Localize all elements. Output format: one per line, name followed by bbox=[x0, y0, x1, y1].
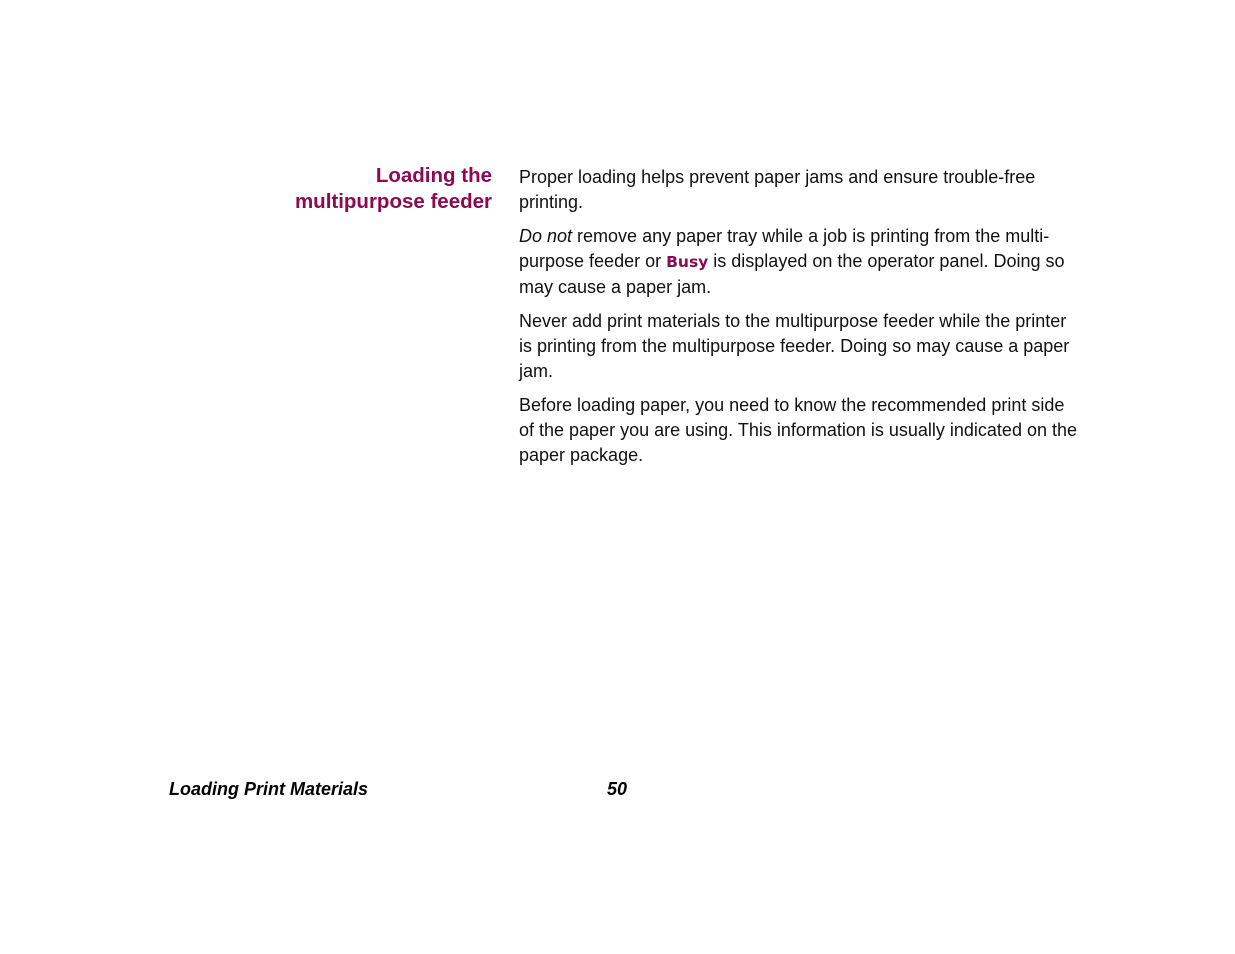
footer-page-number: 50 bbox=[607, 779, 628, 799]
warning-text-part-1: remove any paper tray while a job is printing from the multi-purpose feeder or bbox=[519, 226, 1050, 271]
paragraph-warning-add: Never add print materials to the multipurpose feeder while the printer is printing from the multipurpose feeder. Doing so may cause a paper jam. bbox=[519, 311, 1070, 381]
body-text bbox=[519, 165, 1084, 477]
warning-text-part-2: is displayed on the operator panel. Doing so may cause a paper jam. bbox=[519, 251, 1065, 297]
section-heading-line-1: Loading the bbox=[375, 164, 492, 187]
paragraph-intro: Proper loading helps prevent paper jams and ensure trouble-free printing. bbox=[519, 167, 1036, 212]
paragraph-warning-tray bbox=[519, 224, 1084, 300]
section-heading bbox=[240, 163, 492, 215]
section-heading-line-2: multipurpose feeder bbox=[294, 190, 492, 213]
paragraph-print-side: Before loading paper, you need to know the recommended print side of the paper you are using. This information is usually indicated on the paper package. bbox=[519, 395, 1077, 465]
emphasis-do-not: Do not bbox=[519, 226, 573, 246]
operator-panel-message-busy: Busy bbox=[666, 253, 709, 271]
footer-chapter-link[interactable]: Loading Print Materials bbox=[169, 779, 369, 799]
